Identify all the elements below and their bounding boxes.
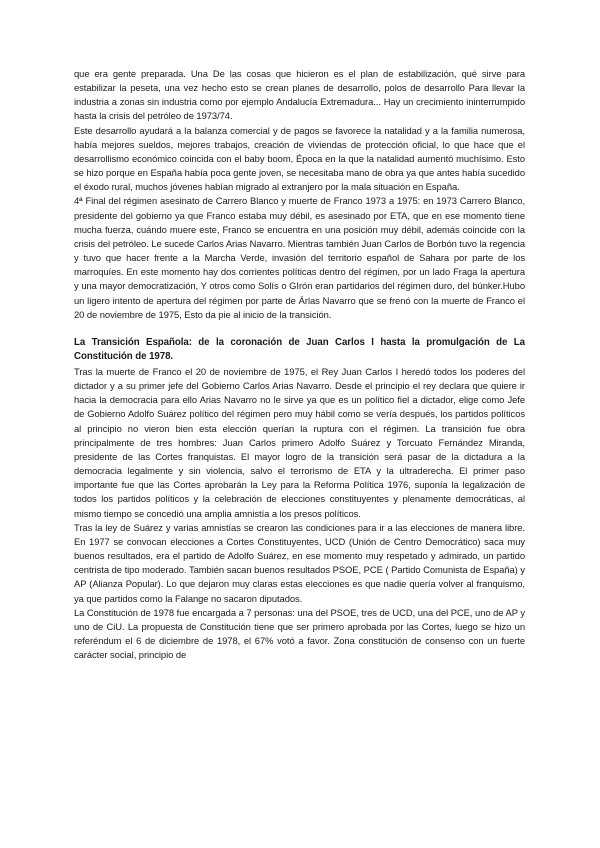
document-page	[74, 67, 525, 662]
paragraph-end-of-regime: 4ª Final del régimen asesinato de Carrero Blanco y muerte de Franco 1973 a 1975: en 1973 Carrero Blanco, presidente del gobierno ya que Franco estaba muy débil, es asesinado por ETA, que en ese momento tiene mucha fuerza, cuándo muere este, Franco se encuentra en una posición muy débil, además coincide con la crisis del petróleo. Le sucede Carlos Arias Navarro. Mientras también Juan Carlos de Borbón tuvo la regencia y tuvo que hacer frente a la Marcha Verde, invasión del territorio español de Sahara por parte de los marroquíes. En este momento hay dos corrientes políticas dentro del régimen, por un lado Fraga la apertura y una mayor democratización, Y otros como Solís o GIrón eran partidarios del régimen duro, del búnker.Hubo un ligero intento de apertura del régimen por parte de Árlas Navarro que se frenó con la muerte de Franco el 20 de noviembre de 1975, Esto da pie al inicio de la transición.	[74, 195, 525, 320]
paragraph-stabilization-plan: que era gente preparada. Una De las cosas que hicieron es el plan de estabilización, qué sirve para estabilizar la peseta, una vez hecho esto se crean planes de desarrollo, polos de desarrollo Para llevar la industria a zonas sin industria como por ejemplo Andalucía Extremadura... Hay un crecimiento ininterrumpido hasta la crisis del petróleo de 1973/74.	[74, 68, 525, 122]
section-heading-transition: La Transición Española: de la coronación de Juan Carlos I hasta la promulgación de La Constitución de 1978.	[74, 336, 525, 363]
paragraph-constitution-1978: La Constitución de 1978 fue encargada a 7 personas: una del PSOE, tres de UCD, una del PCE, uno de AP y uno de CiU. La propuesta de Constitución tiene que ser primero aprobada por las Cortes, luego se hizo un referéndum el 6 de diciembre de 1978, el 67% votó a favor. Zona constitución de consenso con un fuerte carácter social, principio de	[74, 606, 525, 661]
paragraph-elections-1977: Tras la ley de Suárez y varias amnistías se crearon las condiciones para ir a las elecciones de manera libre. En 1977 se convocan elecciones a Cortes Constituyentes, UCD (Unión de Centro Democrático) saca muy buenos resultados, era el partido de Adolfo Suárez, en ese momento muy respetado y admirado, un partido centrista de tipo moderado. También sacan buenos resultados PSOE, PCE ( Partido Comunista de España) y AP (Alianza Popular). Lo que dejaron muy claras estas elecciones es que nadie quería volver al franquismo, ya que partidos como la Falange no sacaron diputados.	[74, 521, 525, 604]
paragraph-baby-boom: Este desarrollo ayudará a la balanza comercial y de pagos se favorece la natalidad y a la familia numerosa, había mejores sueldos, mejores trabajos, creación de viviendas de protección oficial, lo que hace que el desarrollismo económico coincida con el baby boom, Época en la que la natalidad aumentó muchísimo. Esto se hizo porque en España había poca gente joven, se necesitaba mano de obra ya que antes había sucedido el éxodo rural, muchos jóvenes habían migrado al extranjero por la mala situación en España.	[74, 124, 525, 193]
section-spacer	[74, 322, 525, 336]
paragraph-juan-carlos: Tras la muerte de Franco el 20 de noviembre de 1975, el Rey Juan Carlos I heredó todos los poderes del dictador y a su primer jefe del Gobierno Carlos Arias Navarro. Desde el principio el rey declara que quiere ir hacia la democracia para ello Arias Navarro no le sirve ya que es un político fiel a dictador, elige como Jefe de Gobierno Adolfo Suárez político del régimen pero muy hábil como se vería después, los partidos políticos al principio no vieron bien esta elección querían la ruptura con el régimen. La transición fue obra principalmente de tres hombres: Juan Carlos primero Adolfo Suárez y Torcuato Fernández Miranda, presidente de las Cortes franquistas. El mayor logro de la transición será pasar de la dictadura a la democracia legalmente y sin violencia, salvo el terrorismo de ETA y la ultraderecha. El primer paso importante fue que las Cortes aprobarán la Ley para la Reforma Política 1976, suponía la legalización de todos los partidos políticos y la celebración de elecciones constituyentes y plenamente democráticas, al mismo tiempo se concedió una amplia amnistía a los presos políticos.	[74, 366, 525, 519]
